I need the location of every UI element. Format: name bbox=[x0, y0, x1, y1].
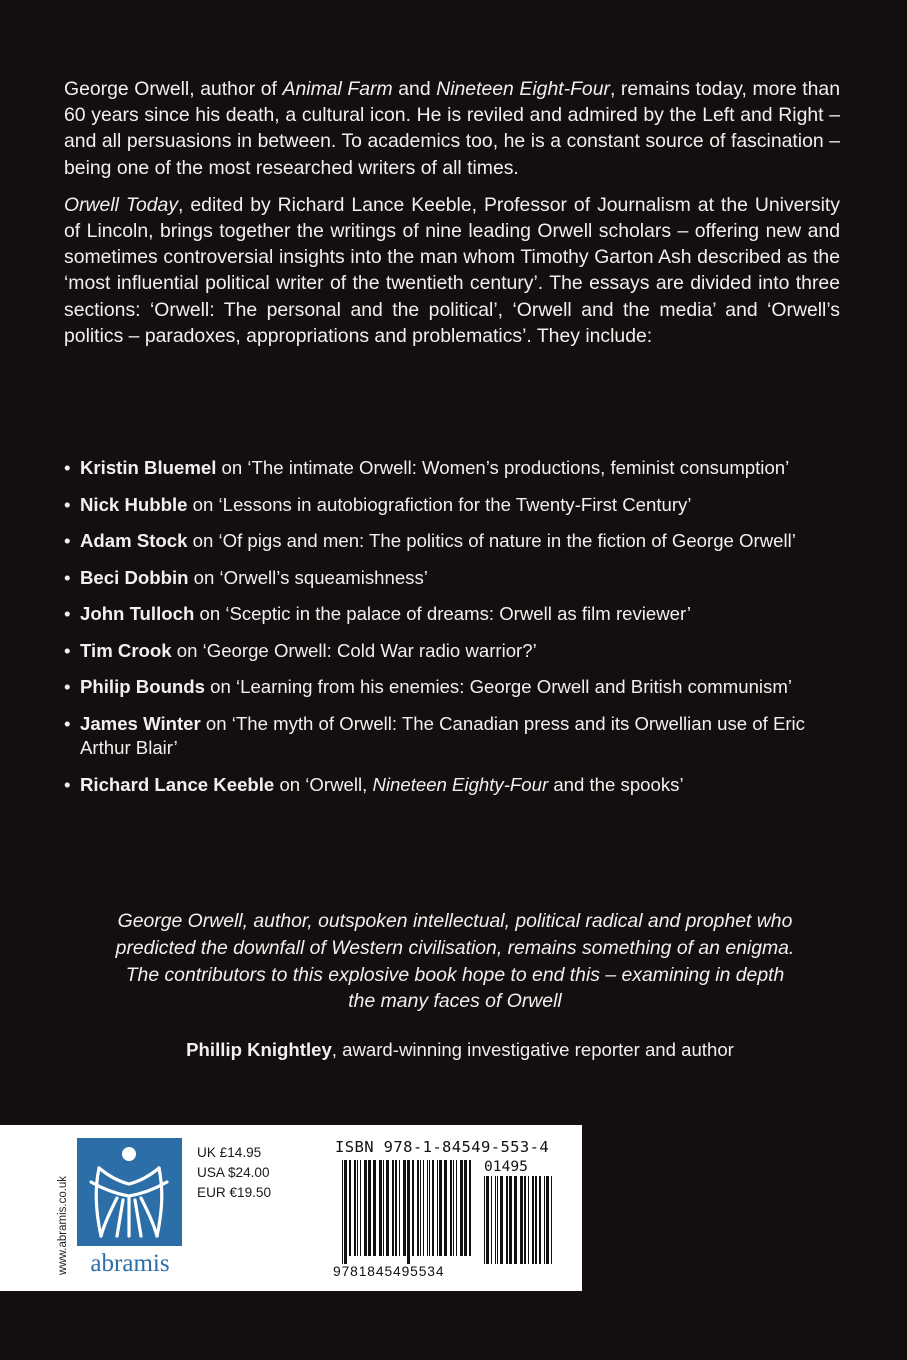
barcode-bar bbox=[544, 1176, 545, 1264]
barcode-bar bbox=[456, 1160, 457, 1256]
contributor-name: Kristin Bluemel bbox=[80, 457, 217, 478]
barcode-bar bbox=[524, 1176, 526, 1264]
endorser-name: Phillip Knightley bbox=[186, 1039, 332, 1060]
isbn-barcode bbox=[342, 1160, 476, 1264]
barcode-bar bbox=[437, 1160, 438, 1256]
barcode-bar bbox=[417, 1160, 419, 1256]
isbn-label: ISBN 978-1-84549-553-4 bbox=[335, 1138, 550, 1156]
barcode-bar bbox=[373, 1160, 376, 1256]
barcode-bar bbox=[506, 1176, 508, 1264]
price-usa: USA $24.00 bbox=[197, 1165, 270, 1180]
intro-paragraph-2 bbox=[64, 192, 840, 349]
barcode-bar bbox=[532, 1176, 534, 1264]
barcode-bar bbox=[528, 1176, 529, 1264]
barcode-bar bbox=[429, 1160, 430, 1256]
contributor-item bbox=[64, 566, 854, 591]
contributor-essay: and the spooks’ bbox=[548, 773, 684, 795]
contributor-name: Nick Hubble bbox=[80, 493, 188, 515]
contributor-item bbox=[64, 456, 854, 481]
contributor-name: Adam Stock bbox=[80, 530, 188, 551]
barcode-bar bbox=[368, 1160, 371, 1256]
barcode-bar bbox=[444, 1160, 447, 1256]
ean-number: 9781845495534 bbox=[333, 1264, 445, 1279]
publisher-url: www.abramis.co.uk bbox=[57, 1175, 69, 1275]
barcode-bar bbox=[392, 1160, 394, 1256]
barcode-bar bbox=[551, 1176, 552, 1264]
barcode-bar bbox=[497, 1176, 498, 1264]
intro-paragraph-1 bbox=[64, 76, 840, 181]
endorsement-attribution bbox=[60, 1039, 860, 1061]
intro-text: , edited by Richard Lance Keeble, Professor of Journalism at the University of Lincoln, brings together the writings of nine leading Orwell scholars – offering new and sometimes controversial insights into the man whom Timothy Garton Ash described as the ‘most influential political writer of the twentieth century’. The essays are divided into three sections: ‘Orwell: The personal and the political’, ‘Orwell and the media’ and ‘Orwell’s politics – paradoxes, appropriations and problematics’. They include: bbox=[64, 193, 840, 347]
contributor-item bbox=[64, 675, 854, 700]
contributor-name: John Tulloch bbox=[80, 603, 195, 624]
barcode-bar bbox=[383, 1160, 384, 1256]
barcode-bar bbox=[360, 1160, 361, 1256]
barcode-bar bbox=[423, 1160, 424, 1256]
barcode-bar bbox=[450, 1160, 452, 1256]
barcode-bar bbox=[344, 1160, 347, 1264]
contributor-essay: on ‘Of pigs and men: The politics of nature in the fiction of George Orwell’ bbox=[187, 530, 796, 551]
barcode-bar bbox=[364, 1160, 367, 1256]
contributor-essay: on ‘The intimate Orwell: Women’s productions, feminist consumption’ bbox=[216, 457, 790, 478]
abramis-figure-icon bbox=[77, 1138, 182, 1246]
contributor-name: Richard Lance Keeble bbox=[80, 773, 275, 795]
intro-text: , remains today, more than 60 years since his death, a cultural icon. He is reviled and admired by the Left and Right – and all persuasions in between. To academics too, he is a constant source of fascination – being one of the most researched writers of all times. bbox=[64, 78, 840, 179]
barcode-bar bbox=[407, 1160, 410, 1264]
barcode-bar bbox=[539, 1176, 541, 1264]
barcode-bar bbox=[469, 1160, 471, 1256]
barcode-bar bbox=[427, 1160, 428, 1256]
barcode-bar bbox=[535, 1176, 537, 1264]
contributor-name: Tim Crook bbox=[80, 639, 172, 661]
contributor-name: James Winter bbox=[80, 712, 201, 734]
contributor-essay: on ‘Lessons in autobiografiction for the Twenty-First Century’ bbox=[187, 493, 692, 515]
contributor-item bbox=[64, 529, 854, 554]
barcode-bar bbox=[500, 1176, 503, 1264]
publisher-logo bbox=[77, 1138, 182, 1246]
barcode-bar bbox=[520, 1176, 523, 1264]
intro-text: and bbox=[392, 78, 437, 100]
barcode-bar bbox=[486, 1176, 489, 1264]
intro-text: George Orwell, author of bbox=[64, 78, 283, 100]
barcode-bar bbox=[432, 1160, 434, 1256]
contributor-list bbox=[64, 456, 854, 809]
barcode-bar bbox=[439, 1160, 442, 1256]
contributor-name: Philip Bounds bbox=[80, 676, 205, 697]
barcode-bar bbox=[453, 1160, 454, 1256]
contributor-essay: on ‘The myth of Orwell: The Canadian press and its Orwellian use of Eric Arthur Blair’ bbox=[80, 712, 805, 758]
contributor-essay: on ‘George Orwell: Cold War radio warrior?’ bbox=[171, 639, 537, 661]
barcode-bar bbox=[464, 1160, 467, 1256]
endorsement-quote: George Orwell, author, outspoken intellectual, political radical and prophet who predicted the downfall of Western civilisation, remains something of an enigma. The contributors to this explosive book hope to end this – examining in depth the many faces of Orwell bbox=[115, 910, 795, 1013]
barcode-bar bbox=[491, 1176, 492, 1264]
barcode-bar bbox=[342, 1160, 343, 1264]
contributor-essay: on ‘Sceptic in the palace of dreams: Orwell as film reviewer’ bbox=[194, 603, 692, 624]
book-title-nineteen-eighty-four: Nineteen Eight-Four bbox=[436, 78, 610, 100]
book-title-orwell-today: Orwell Today bbox=[64, 193, 179, 216]
barcode-bar bbox=[460, 1160, 463, 1256]
barcode-bar bbox=[420, 1160, 421, 1256]
book-title-animal-farm: Animal Farm bbox=[282, 78, 393, 100]
barcode-bar bbox=[386, 1160, 389, 1256]
contributor-item bbox=[64, 602, 854, 627]
price-code: 01495 bbox=[484, 1158, 528, 1175]
price-eur: EUR €19.50 bbox=[197, 1185, 272, 1200]
contributor-item bbox=[64, 639, 854, 664]
barcode-bar bbox=[403, 1160, 406, 1256]
barcode-bar bbox=[546, 1176, 549, 1264]
contributor-item bbox=[64, 712, 854, 761]
contributor-item bbox=[64, 493, 854, 518]
barcode-bar bbox=[354, 1160, 356, 1256]
contributor-name: Beci Dobbin bbox=[80, 566, 189, 588]
blurb bbox=[64, 76, 840, 360]
endorser-description: , award-winning investigative reporter and author bbox=[331, 1039, 734, 1060]
barcode-bar bbox=[357, 1160, 358, 1256]
barcode-bar bbox=[399, 1160, 400, 1256]
barcode-bar bbox=[495, 1176, 496, 1264]
barcode-bar bbox=[509, 1176, 512, 1264]
barcode-bar bbox=[412, 1160, 414, 1256]
contributor-essay: on ‘Orwell’s squeamishness’ bbox=[188, 566, 428, 588]
price-list bbox=[197, 1143, 271, 1203]
price-barcode bbox=[484, 1176, 554, 1264]
publisher-name: abramis bbox=[90, 1250, 170, 1277]
contributor-essay: on ‘Orwell, bbox=[274, 773, 373, 795]
book-title-nineteen-eighty-four: Nineteen Eighty-Four bbox=[372, 773, 549, 795]
barcode-bar bbox=[395, 1160, 397, 1256]
barcode-bar bbox=[349, 1160, 351, 1256]
contributor-essay: on ‘Learning from his enemies: George Orwell and British communism’ bbox=[204, 676, 792, 697]
contributor-item bbox=[64, 773, 854, 798]
price-uk: UK £14.95 bbox=[197, 1145, 262, 1160]
barcode-bar bbox=[514, 1176, 517, 1264]
barcode-bar bbox=[484, 1176, 485, 1264]
barcode-bar bbox=[379, 1160, 382, 1256]
